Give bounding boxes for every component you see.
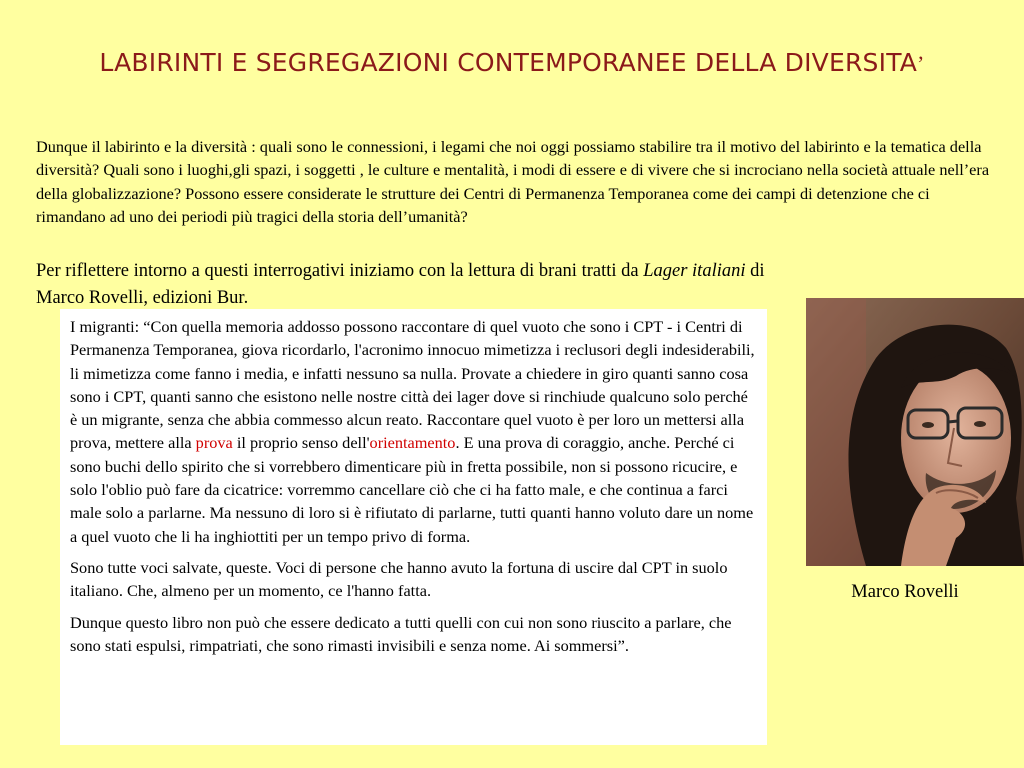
- lead-text-part1: Per riflettere intorno a questi interrogativi iniziamo con la lettura di brani tratti da: [36, 261, 644, 281]
- quote-paragraph-2: Sono tutte voci salvate, queste. Voci di persone che hanno avuto la fortuna di uscire dal CPT in suolo italiano. Che, almeno per un momento, ce l'hanno fatta.: [70, 557, 728, 601]
- quote-p1-text-middle: il proprio senso dell': [232, 433, 370, 453]
- slide-title: [60, 44, 964, 83]
- lead-text-part2: di Marco Rovelli, edizioni Bur.: [36, 261, 765, 308]
- author-photo: [806, 298, 1024, 566]
- link-prova[interactable]: prova: [195, 433, 233, 453]
- quote-p1-text-after: . E una prova di coraggio, anche. Perché ci sono buchi dello spirito che si vorrebbero dimenticare più in fretta possibile, non si possono ricucire, e solo l'oblio può fare da cicatrice: vorremmo cancellare ciò che ci ha fatto male, e che continua a farci male solo a parlarne. Ma nessuno di loro si è rifiutato di parlarne, tutti quanti hanno voluto dare un nome a quel vuoto che li ha inghiottiti per un tempo privo di forma.: [70, 433, 754, 546]
- quote-paragraph-3: Dunque questo libro non può che essere dedicato a tutti quelli con cui non sono riuscito a parlare, che sono stati espulsi, rimpatriati, che sono rimasti invisibili e senza nome. Ai sommersi”.: [70, 612, 732, 655]
- lead-paragraph: [36, 258, 776, 312]
- quote-box: [60, 309, 767, 745]
- link-orientamento[interactable]: orientamento: [369, 433, 456, 453]
- slide-title-text: LABIRINTI E SEGREGAZIONI CONTEMPORANEE DELLA DIVERSITA: [99, 48, 918, 77]
- slide-title-apostrophe: ’: [917, 51, 925, 76]
- author-portrait-illustration: [806, 298, 1024, 566]
- photo-caption: Marco Rovelli: [851, 582, 959, 602]
- quote-p1-text-before: I migranti: “Con quella memoria addosso possono raccontare di quel vuoto che sono i CPT - i Centri di Permanenza Temporanea, giova ricordarlo, l'acronimo innocuo mimetizza i reclusori degli indesiderabili, li mimetizza come fanno i media, e infatti nessuno sa nulla. Provate a chiedere in giro quanti sanno cosa sono i CPT, quanti sanno che esistono nelle nostre città dei lager dove si rinchiude qualcuno solo perché è un migrante, senza che abbia commesso alcun reato. Raccontare quel vuoto è per loro un mettersi alla prova, mettere alla: [70, 317, 755, 453]
- quote-paragraph-1: [70, 315, 759, 548]
- intro-paragraph: Dunque il labirinto e la diversità : quali sono le connessioni, i legami che noi oggi possiamo stabilire tra il motivo del labirinto e la tematica della diversità? Quali sono i luoghi,gli spazi, i soggetti , le culture e mentalità, i modi di essere e di vivere che si incrociano nella società attuale nell’era della globalizzazione? Possono essere considerate le strutture dei Centri di Permanenza Temporanea come dei campi di detenzione che ci rimandano ad uno dei periodi più tragici della storia dell’umanità?: [36, 137, 990, 226]
- book-title: Lager italiani: [643, 261, 746, 281]
